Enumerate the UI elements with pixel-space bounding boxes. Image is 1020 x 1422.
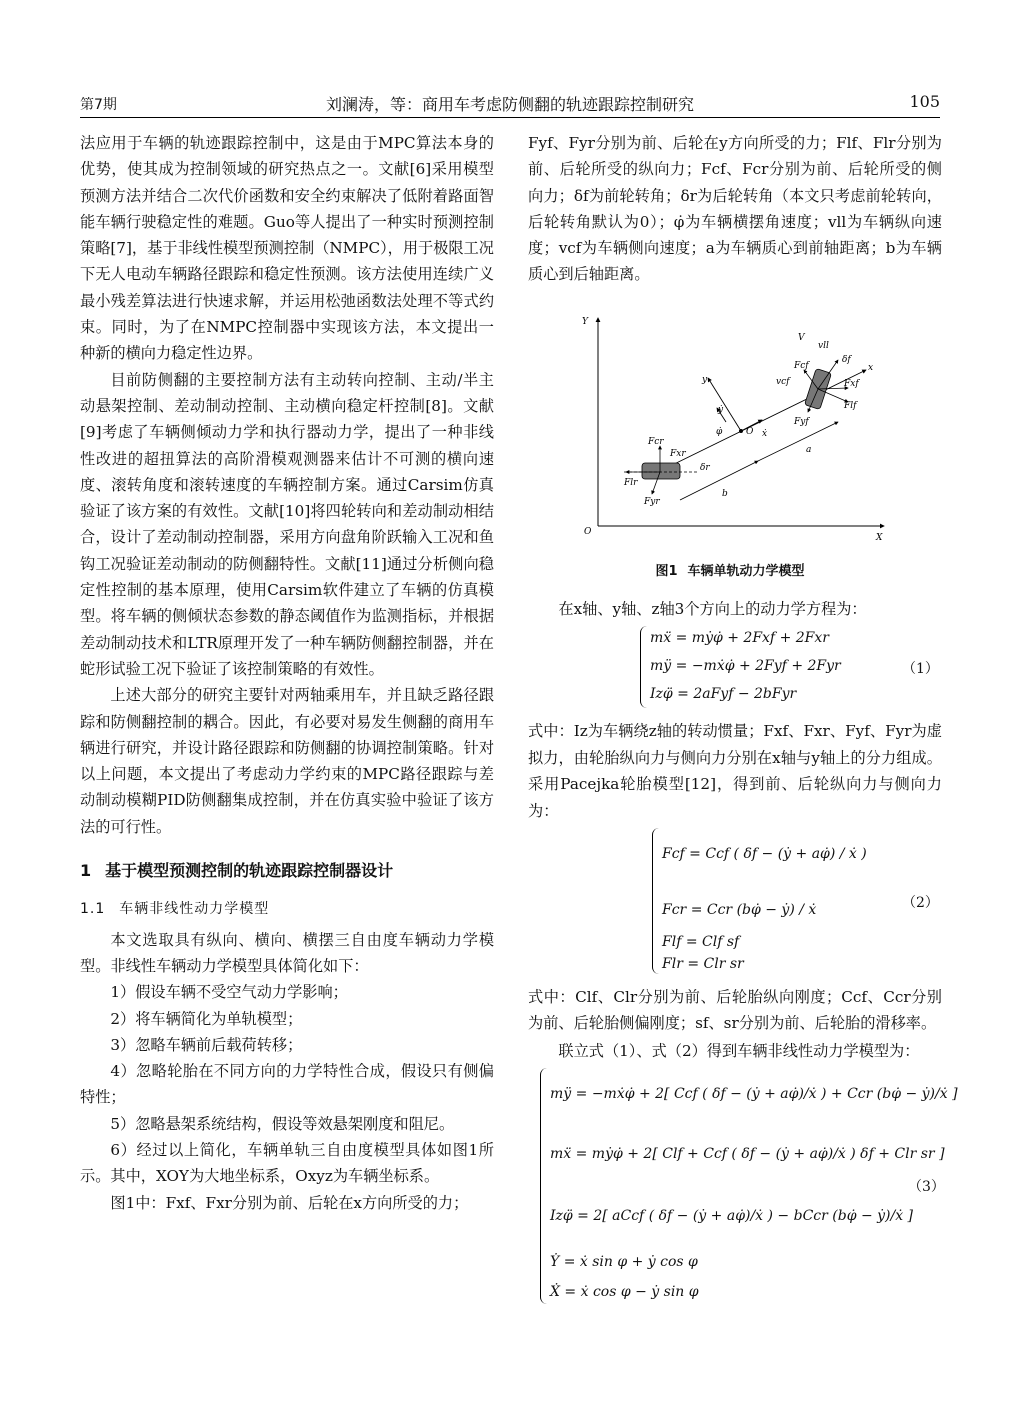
vehicle-y-axis — [708, 378, 741, 431]
paragraph: Fyf、Fyr分别为前、后轮在y方向所受的力；Flf、Flr分别为前、后轮所受的纵向力；Fcf、Fcr分别为前、后轮所受的侧向力；δf为前轮转角；δr为后轮转角（本文只考虑前轮转向，后轮转角默认为0）；φ̇为车辆横摆角速度；vll为车辆纵向速度；vcf为车辆侧向速度；a为车辆质心到前轴距离；b为车辆质心到后轴距离。 — [528, 134, 942, 284]
list-item: 6）经过以上简化，车辆单轨三自由度模型具体如图1所示。其中，XOY为大地坐标系，Oxyz为车辆坐标系。 — [80, 1140, 494, 1186]
page-number: 105 — [909, 92, 940, 111]
list-item: 2）将车辆简化为单轨模型； — [110, 1009, 303, 1028]
label-Fcf: Fcf — [794, 361, 809, 371]
list-item: 1）假设车辆不受空气动力学影响； — [110, 983, 348, 1002]
equation-line: mÿ = −mẋφ̇ + 2Fyf + 2Fyr — [650, 658, 841, 674]
paragraph: 法应用于车辆的轨迹跟踪控制中，这是由于MPC算法本身的优势，使其成为控制领域的研究热点之一。文献[6]采用模型预测方法并结合二次代价函数和安全约束解决了低附着路面智能车辆行驶稳定性的难题。Guo等人提出了一种实时预测控制策略[7]，基于非线性模型预测控制（NMPC），用于极限工况下无人电动车辆路径跟踪和稳定性预测。该方法使用连续广义最小残差算法进行快速求解，并运用松弛函数法处理不等式约束。同时，为了在NMPC控制器中实现该方法，本文提出一种新的横向力稳定性边界。 — [80, 134, 494, 363]
dim-b-line — [680, 461, 758, 500]
label-delta-f: δf — [842, 355, 851, 365]
equation-number: （2） — [902, 895, 939, 911]
rear-wheel — [642, 463, 680, 479]
label-vll: vll — [818, 341, 829, 351]
label-Fyr: Fyr — [644, 497, 660, 507]
label-vcf: vcf — [776, 377, 790, 387]
equation-3 — [540, 1068, 958, 1308]
equation-line: mẍ = mẏφ̇ + 2[ Clf + Ccf ( δf − (ẏ + aφ̇)/ẋ ) δf + Clr sr ] — [550, 1146, 945, 1162]
label-ydot: ẏ — [718, 405, 724, 415]
header-rule — [80, 117, 940, 118]
paragraph: 联立式（1）、式（2）得到车辆非线性动力学模型为： — [558, 1042, 920, 1060]
equation-line: Flf = Clf sf — [662, 934, 740, 950]
label-Fxf: Fxf — [844, 379, 859, 389]
label-y: y — [702, 375, 708, 385]
paragraph: 本文选取具有纵向、横向、横摆三自由度车辆动力学模型。非线性车辆动力学模型具体简化如下： — [80, 930, 494, 975]
page-header — [80, 92, 940, 116]
label-O: O — [584, 527, 592, 537]
paragraph: 上述大部分的研究主要针对两轴乘用车，并且缺乏路径跟踪和防侧翻控制的耦合。因此，有必要对易发生侧翻的商用车辆进行研究，并设计路径跟踪和防侧翻的协调控制策略。针对以上问题，本文提出了考虑动力学约束的MPC路径跟踪与差动制动模糊PID防侧翻集成控制，并在仿真实验中验证了该方法的可行性。 — [80, 686, 494, 836]
label-Flr: Flr — [624, 478, 638, 488]
equation-line: mẍ = mẏφ̇ + 2Fxf + 2Fxr — [650, 630, 829, 646]
equation-number: （3） — [908, 1179, 945, 1195]
label-X: X — [876, 533, 883, 543]
equation-line: Flr = Clr sr — [662, 956, 744, 972]
equation-line: Ẏ = ẋ sin φ + ẏ cos φ — [550, 1254, 698, 1270]
label-Fcr: Fcr — [648, 437, 664, 447]
equation-number: （1） — [902, 661, 939, 677]
running-title: 刘澜涛，等：商用车考虑防侧翻的轨迹跟踪控制研究 — [325, 95, 694, 114]
equation-line: Fcr = Ccr (bφ̇ − ẏ) / ẋ — [662, 902, 817, 918]
list-item: 5）忽略悬架系统结构，假设等效悬架刚度和阻尼。 — [110, 1114, 455, 1133]
section-number: 1 — [80, 861, 92, 881]
label-xdot: ẋ — [762, 429, 768, 439]
paragraph: 在x轴、y轴、z轴3个方向上的动力学方程为： — [558, 600, 867, 618]
vehicle-x-axis — [658, 370, 866, 472]
paragraph: 目前防侧翻的主要控制方法有主动转向控制、主动/半主动悬架控制、差动制动控制、主动横向稳定杆控制[8]。文献[9]考虑了车辆侧倾动力学和执行器动力学，提出了一种非线性改进的超扭算法的高阶滑模观测器来估计不可测的横向速度、滚转角度和滚转速度的车辆控制方案。通过Carsim仿真验证了该方案的有效性。文献[10]将四轮转向和差动制动相结合，设计了差动制动控制器，采用方向盘角阶跃输入工况和鱼钩工况验证差动制动的防侧翻特性。文献[11]通过分析侧向稳定性控制的基本原理，使用Carsim软件建立了车辆的仿真模型。将车辆的侧倾状态参数的静态阈值作为监测指标，并根据差动制动技术和LTR原理开发了一种车辆防侧翻控制器，并在蛇形试验工况下验证了该控制策略的有效性。 — [80, 370, 494, 678]
right-column — [528, 130, 942, 288]
equation-brace — [652, 828, 659, 974]
label-b: b — [722, 489, 728, 499]
section-title: 基于模型预测控制的轨迹跟踪控制器设计 — [105, 861, 394, 881]
label-V: V — [798, 333, 805, 343]
equation-line: Izφ̈ = 2[ aCcf ( δf − (ẏ + aφ̇)/ẋ ) − bCcr (bφ̇ − ẏ)/ẋ ] — [550, 1208, 914, 1224]
equation-1 — [640, 626, 940, 710]
equation-line: Fcf = Ccf ( δf − (ẏ + aφ̇) / ẋ ) — [662, 846, 867, 862]
subsection-number: 1.1 — [80, 901, 106, 918]
dim-a-line — [758, 422, 838, 461]
list-item: 4）忽略轮胎在不同方向的力学特性合成，假设只有侧偏特性； — [80, 1062, 494, 1107]
section-heading — [80, 858, 494, 884]
vehicle-single-track-model-figure — [576, 312, 896, 550]
equation-line: mÿ = −mẋφ̇ + 2[ Ccf ( δf − (ẏ + aφ̇)/ẋ ) + Ccr (bφ̇ − ẏ)/ẋ ] — [550, 1086, 958, 1102]
equation-brace — [640, 626, 647, 708]
label-O-car: O — [746, 427, 754, 437]
label-delta-r: δr — [700, 463, 710, 473]
label-Y: Y — [582, 317, 588, 327]
subsection-heading — [80, 896, 494, 922]
figure-number: 图1 — [655, 564, 678, 579]
label-Fyf: Fyf — [794, 417, 809, 427]
figure-caption — [528, 560, 942, 579]
equation-line: Ẋ = ẋ cos φ − ẏ sin φ — [550, 1284, 699, 1300]
label-Flf: Flf — [844, 401, 857, 411]
paragraph: 式中：Clf、Clr分别为前、后轮胎纵向刚度；Ccf、Ccr分别为前、后轮胎侧偏刚度；sf、sr分别为前、后轮胎的滑移率。 — [528, 988, 942, 1032]
list-item: 3）忽略车辆前后载荷转移； — [110, 1035, 303, 1054]
label-Fxr: Fxr — [670, 449, 686, 459]
label-a: a — [806, 445, 812, 455]
subsection-title: 车辆非线性动力学模型 — [119, 901, 270, 918]
label-x: x — [868, 363, 874, 373]
figure-title: 车辆单轨动力学模型 — [687, 564, 805, 579]
paragraph: 式中：Iz为车辆绕z轴的转动惯量；Fxf、Fxr、Fyf、Fyr为虚拟力，由轮胎纵向力与侧向力分别在x轴与y轴上的分力组成。采用Pacejka轮胎模型[12]，得到前、后轮纵向力与侧向力为： — [528, 722, 942, 820]
left-column — [80, 130, 494, 1216]
label-phidot: φ̇ — [716, 427, 723, 437]
equation-2 — [652, 828, 942, 976]
equation-line: Izφ̈ = 2aFyf − 2bFyr — [650, 686, 797, 702]
issue-label: 第7期 — [80, 97, 117, 113]
equation-brace — [540, 1068, 547, 1304]
paragraph: 图1中：Fxf、Fxr分别为前、后轮在x方向所受的力； — [110, 1193, 469, 1212]
